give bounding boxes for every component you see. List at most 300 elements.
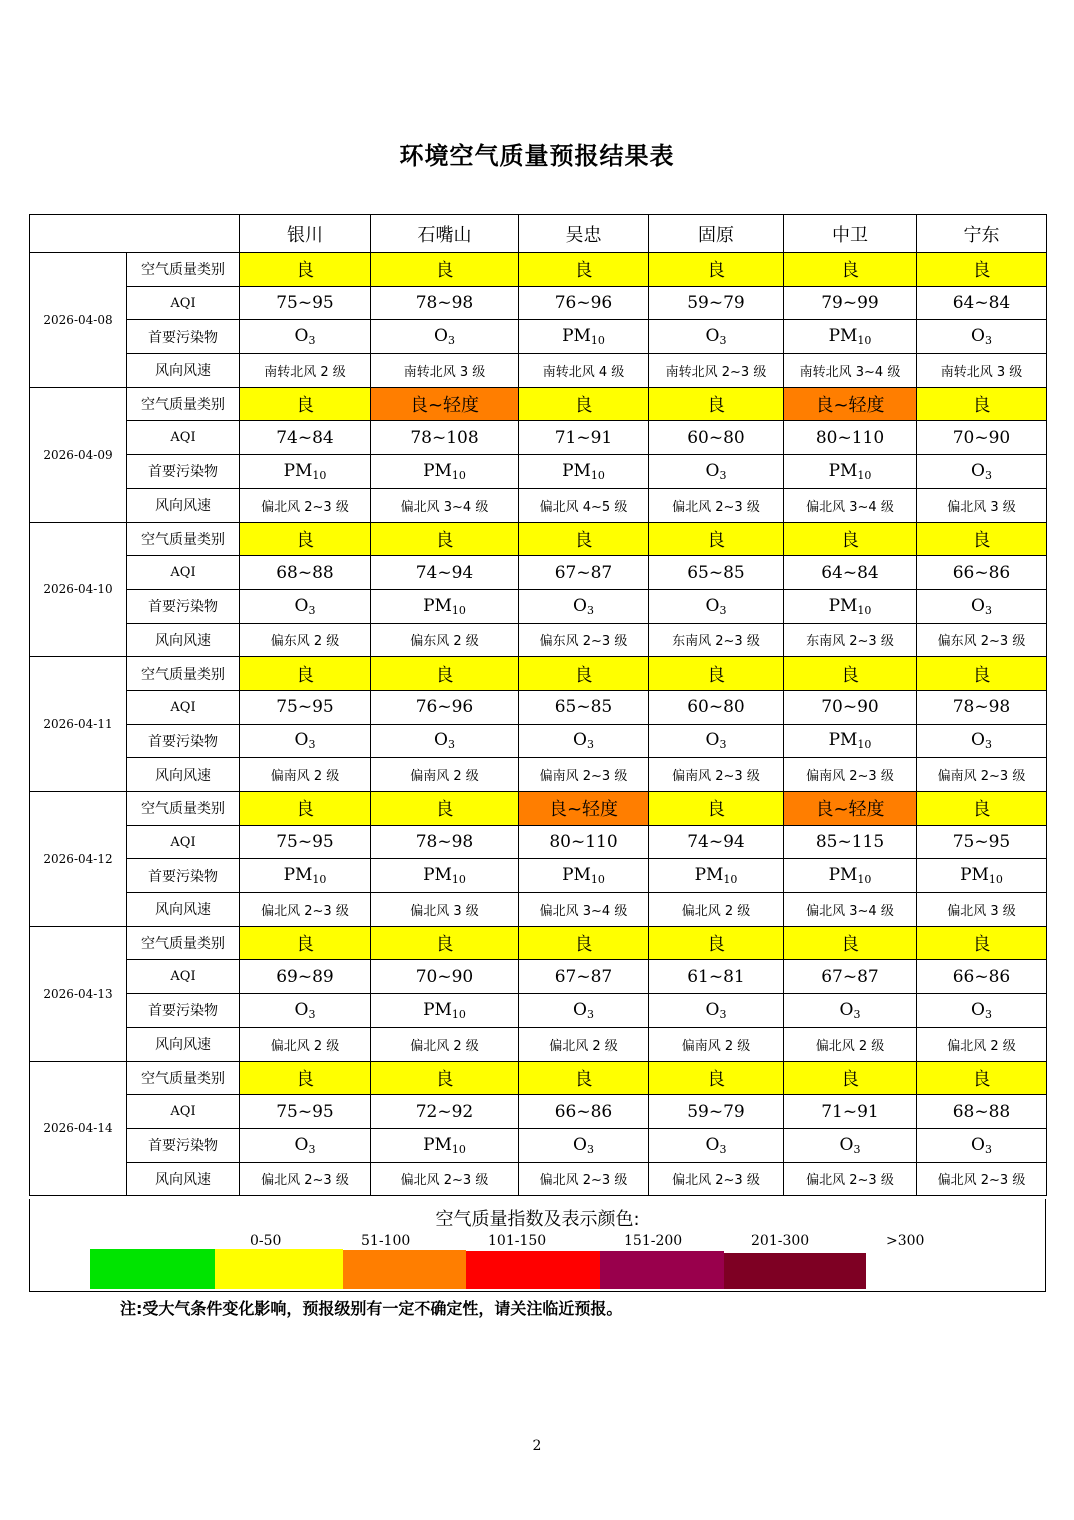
aqi-cell: 66~86	[917, 556, 1047, 590]
row-label-wind: 风向风速	[127, 488, 240, 522]
aqi-cell: 68~88	[917, 1095, 1047, 1129]
wind-cell: 偏南风 2~3 级	[917, 758, 1047, 792]
pollutant-subscript: 10	[451, 468, 466, 482]
aqi-cell: 69~89	[240, 960, 371, 994]
row-label-pollutant: 首要污染物	[127, 589, 240, 623]
aqi-cell: 68~88	[240, 556, 371, 590]
wind-cell: 偏北风 2 级	[784, 1027, 917, 1061]
pollutant-subscript: 3	[853, 1142, 861, 1156]
forecast-table	[29, 214, 1047, 1196]
pollutant-name: O	[705, 730, 720, 751]
category-cell: 良	[240, 387, 371, 421]
category-cell: 良	[240, 657, 371, 691]
pollutant-cell	[784, 589, 917, 623]
category-cell: 良	[649, 253, 784, 287]
row-label-category: 空气质量类别	[127, 387, 240, 421]
wind-cell: 偏东风 2~3 级	[917, 623, 1047, 657]
date-cell: 2026-04-10	[30, 522, 127, 657]
category-cell: 良	[649, 522, 784, 556]
pollutant-name: O	[971, 595, 985, 616]
date-cell: 2026-04-09	[30, 387, 127, 522]
pollutant-subscript: 3	[308, 1142, 316, 1156]
legend-range-label: >300	[886, 1233, 925, 1249]
aqi-cell: 80~110	[519, 825, 649, 859]
legend-swatch-green	[90, 1249, 215, 1289]
category-cell: 良	[784, 1061, 917, 1095]
row-label-pollutant: 首要污染物	[127, 320, 240, 354]
pollutant-cell	[784, 859, 917, 893]
table-row-category	[30, 926, 1047, 960]
legend-swatch-maroon	[724, 1253, 866, 1289]
table-row-category	[30, 792, 1047, 826]
category-cell: 良	[649, 387, 784, 421]
row-label-aqi: AQI	[127, 690, 240, 724]
pollutant-name: O	[434, 730, 448, 751]
table-row-aqi	[30, 825, 1047, 859]
pollutant-subscript: 10	[590, 468, 605, 482]
pollutant-subscript: 3	[984, 1007, 992, 1021]
wind-cell: 偏南风 2~3 级	[519, 758, 649, 792]
wind-cell: 偏北风 2~3 级	[649, 488, 784, 522]
pollutant-subscript: 10	[857, 738, 872, 752]
pollutant-subscript: 10	[590, 873, 605, 887]
pollutant-subscript: 10	[988, 873, 1003, 887]
wind-cell: 偏北风 3~4 级	[784, 893, 917, 927]
category-cell: 良	[917, 522, 1047, 556]
table-row-aqi	[30, 421, 1047, 455]
pollutant-subscript: 3	[308, 738, 316, 752]
aqi-cell: 60~80	[649, 690, 784, 724]
aqi-cell: 76~96	[371, 690, 519, 724]
wind-cell: 偏南风 2 级	[371, 758, 519, 792]
page-title: 环境空气质量预报结果表	[399, 142, 675, 170]
pollutant-name: O	[573, 1134, 587, 1155]
aqi-cell: 76~96	[519, 286, 649, 320]
aqi-cell: 79~99	[784, 286, 917, 320]
pollutant-name: PM	[828, 460, 858, 481]
legend-swatch-purple	[600, 1251, 724, 1289]
aqi-cell: 59~79	[649, 286, 784, 320]
wind-cell: 偏北风 3 级	[917, 893, 1047, 927]
pollutant-cell	[649, 1128, 784, 1162]
date-cell: 2026-04-11	[30, 657, 127, 792]
pollutant-cell	[371, 589, 519, 623]
category-cell: 良	[240, 1061, 371, 1095]
aqi-cell: 75~95	[240, 825, 371, 859]
pollutant-name: PM	[423, 1134, 452, 1155]
table-row-pollutant	[30, 994, 1047, 1028]
wind-cell: 偏东风 2~3 级	[519, 623, 649, 657]
wind-cell: 东南风 2~3 级	[784, 623, 917, 657]
pollutant-cell	[917, 455, 1047, 489]
row-label-aqi: AQI	[127, 286, 240, 320]
pollutant-name: PM	[283, 865, 313, 886]
row-label-aqi: AQI	[127, 825, 240, 859]
wind-cell: 东南风 2~3 级	[649, 623, 784, 657]
table-row-category	[30, 1061, 1047, 1095]
pollutant-cell	[784, 320, 917, 354]
pollutant-name: O	[971, 460, 985, 481]
city-header: 吴忠	[519, 215, 649, 253]
wind-cell: 偏北风 3~4 级	[784, 488, 917, 522]
table-row-wind	[30, 354, 1047, 388]
pollutant-subscript: 3	[447, 334, 455, 348]
pollutant-name: O	[705, 326, 720, 347]
pollutant-cell	[649, 994, 784, 1028]
city-header: 固原	[649, 215, 784, 253]
table-row-wind	[30, 893, 1047, 927]
pollutant-cell	[519, 994, 649, 1028]
pollutant-name: O	[705, 595, 720, 616]
pollutant-cell	[240, 320, 371, 354]
pollutant-cell	[519, 589, 649, 623]
pollutant-subscript: 3	[984, 468, 992, 482]
wind-cell: 南转北风 2~3 级	[649, 354, 784, 388]
pollutant-cell	[371, 994, 519, 1028]
row-label-aqi: AQI	[127, 421, 240, 455]
pollutant-name: O	[971, 999, 985, 1020]
row-label-category: 空气质量类别	[127, 926, 240, 960]
pollutant-name: PM	[960, 865, 989, 886]
table-row-pollutant	[30, 589, 1047, 623]
aqi-cell: 71~91	[519, 421, 649, 455]
aqi-cell: 75~95	[240, 690, 371, 724]
wind-cell: 偏北风 2 级	[240, 1027, 371, 1061]
pollutant-subscript: 3	[586, 1142, 594, 1156]
row-label-pollutant: 首要污染物	[127, 859, 240, 893]
pollutant-cell	[519, 724, 649, 758]
date-cell: 2026-04-12	[30, 792, 127, 927]
city-header: 中卫	[784, 215, 917, 253]
pollutant-cell	[519, 1128, 649, 1162]
row-label-wind: 风向风速	[127, 623, 240, 657]
table-row-pollutant	[30, 455, 1047, 489]
header-row	[30, 215, 1047, 253]
aqi-color-legend	[29, 1199, 1046, 1292]
pollutant-name: O	[971, 730, 985, 751]
pollutant-subscript: 3	[308, 334, 316, 348]
pollutant-cell	[917, 320, 1047, 354]
pollutant-name: O	[294, 730, 309, 751]
wind-cell: 偏北风 2~3 级	[371, 1162, 519, 1196]
aqi-cell: 71~91	[784, 1095, 917, 1129]
pollutant-subscript: 3	[984, 334, 992, 348]
aqi-cell: 59~79	[649, 1095, 784, 1129]
row-label-pollutant: 首要污染物	[127, 724, 240, 758]
category-cell: 良	[371, 1061, 519, 1095]
wind-cell: 偏北风 3 级	[371, 893, 519, 927]
category-cell: 良	[917, 387, 1047, 421]
pollutant-name: O	[971, 1134, 985, 1155]
pollutant-subscript: 3	[719, 334, 727, 348]
table-row-wind	[30, 623, 1047, 657]
category-cell: 良~轻度	[519, 792, 649, 826]
row-label-wind: 风向风速	[127, 1162, 240, 1196]
pollutant-name: PM	[828, 326, 858, 347]
pollutant-cell	[784, 455, 917, 489]
row-label-category: 空气质量类别	[127, 1061, 240, 1095]
pollutant-subscript: 10	[451, 873, 466, 887]
wind-cell: 南转北风 2 级	[240, 354, 371, 388]
row-label-aqi: AQI	[127, 556, 240, 590]
category-cell: 良	[917, 657, 1047, 691]
category-cell: 良	[784, 522, 917, 556]
pollutant-subscript: 10	[857, 603, 872, 617]
category-cell: 良	[371, 522, 519, 556]
category-cell: 良	[240, 522, 371, 556]
wind-cell: 偏北风 2~3 级	[649, 1162, 784, 1196]
pollutant-name: O	[705, 999, 720, 1020]
row-label-aqi: AQI	[127, 960, 240, 994]
pollutant-name: PM	[828, 865, 858, 886]
table-row-aqi	[30, 1095, 1047, 1129]
legend-range-label: 201-300	[751, 1233, 810, 1249]
pollutant-subscript: 10	[857, 873, 872, 887]
pollutant-subscript: 10	[723, 873, 738, 887]
wind-cell: 偏南风 2~3 级	[784, 758, 917, 792]
pollutant-name: O	[573, 595, 587, 616]
wind-cell: 偏北风 3~4 级	[519, 893, 649, 927]
aqi-cell: 75~95	[917, 825, 1047, 859]
pollutant-subscript: 3	[853, 1007, 861, 1021]
pollutant-subscript: 10	[451, 1007, 466, 1021]
pollutant-subscript: 3	[586, 1007, 594, 1021]
aqi-cell: 67~87	[784, 960, 917, 994]
forecast-note: 注:受大气条件变化影响，预报级别有一定不确定性，请关注临近预报。	[120, 1299, 623, 1318]
aqi-cell: 75~95	[240, 1095, 371, 1129]
pollutant-cell	[649, 320, 784, 354]
pollutant-subscript: 10	[451, 603, 466, 617]
pollutant-cell	[371, 320, 519, 354]
category-cell: 良	[649, 926, 784, 960]
row-label-aqi: AQI	[127, 1095, 240, 1129]
aqi-cell: 66~86	[519, 1095, 649, 1129]
row-label-category: 空气质量类别	[127, 253, 240, 287]
table-row-category	[30, 657, 1047, 691]
table-row-aqi	[30, 690, 1047, 724]
pollutant-cell	[784, 724, 917, 758]
table-row-category	[30, 253, 1047, 287]
wind-cell: 南转北风 3~4 级	[784, 354, 917, 388]
table-row-wind	[30, 1162, 1047, 1196]
aqi-cell: 78~108	[371, 421, 519, 455]
category-cell: 良	[917, 792, 1047, 826]
date-cell: 2026-04-08	[30, 253, 127, 388]
pollutant-name: PM	[423, 460, 452, 481]
pollutant-cell	[917, 994, 1047, 1028]
pollutant-name: O	[294, 1134, 309, 1155]
pollutant-cell	[649, 455, 784, 489]
category-cell: 良	[371, 253, 519, 287]
table-row-pollutant	[30, 1128, 1047, 1162]
pollutant-cell	[519, 455, 649, 489]
aqi-cell: 60~80	[649, 421, 784, 455]
row-label-wind: 风向风速	[127, 1027, 240, 1061]
table-row-category	[30, 522, 1047, 556]
category-cell: 良	[240, 926, 371, 960]
wind-cell: 偏北风 2~3 级	[519, 1162, 649, 1196]
category-cell: 良	[649, 792, 784, 826]
row-label-pollutant: 首要污染物	[127, 455, 240, 489]
pollutant-subscript: 3	[719, 1142, 727, 1156]
wind-cell: 偏北风 2~3 级	[240, 1162, 371, 1196]
table-row-aqi	[30, 556, 1047, 590]
pollutant-cell	[519, 859, 649, 893]
pollutant-name: O	[573, 730, 587, 751]
legend-range-label: 101-150	[488, 1233, 547, 1249]
category-cell: 良	[917, 926, 1047, 960]
category-cell: 良	[240, 792, 371, 826]
table-row-aqi	[30, 960, 1047, 994]
pollutant-subscript: 3	[984, 1142, 992, 1156]
wind-cell: 偏北风 2 级	[649, 893, 784, 927]
pollutant-name: O	[839, 999, 854, 1020]
category-cell: 良	[519, 657, 649, 691]
pollutant-name: PM	[423, 865, 452, 886]
category-cell: 良	[519, 387, 649, 421]
category-cell: 良~轻度	[784, 792, 917, 826]
category-cell: 良	[649, 1061, 784, 1095]
category-cell: 良	[371, 657, 519, 691]
aqi-cell: 65~85	[649, 556, 784, 590]
pollutant-subscript: 3	[719, 468, 727, 482]
pollutant-cell	[371, 455, 519, 489]
aqi-cell: 72~92	[371, 1095, 519, 1129]
wind-cell: 南转北风 3 级	[917, 354, 1047, 388]
table-row-pollutant	[30, 859, 1047, 893]
pollutant-cell	[649, 724, 784, 758]
pollutant-subscript: 10	[857, 468, 872, 482]
category-cell: 良~轻度	[784, 387, 917, 421]
pollutant-cell	[917, 859, 1047, 893]
aqi-cell: 75~95	[240, 286, 371, 320]
wind-cell: 南转北风 4 级	[519, 354, 649, 388]
category-cell: 良	[784, 253, 917, 287]
pollutant-name: PM	[562, 460, 591, 481]
row-label-category: 空气质量类别	[127, 657, 240, 691]
pollutant-name: O	[294, 326, 309, 347]
category-cell: 良	[649, 657, 784, 691]
pollutant-name: O	[294, 595, 309, 616]
date-cell: 2026-04-14	[30, 1061, 127, 1196]
pollutant-subscript: 10	[451, 1142, 466, 1156]
city-header: 宁东	[917, 215, 1047, 253]
wind-cell: 偏北风 2 级	[519, 1027, 649, 1061]
header-blank-cell	[30, 215, 240, 253]
wind-cell: 偏北风 3 级	[917, 488, 1047, 522]
category-cell: 良	[784, 657, 917, 691]
aqi-cell: 66~86	[917, 960, 1047, 994]
aqi-cell: 70~90	[371, 960, 519, 994]
pollutant-subscript: 3	[586, 738, 594, 752]
aqi-cell: 74~94	[649, 825, 784, 859]
pollutant-name: O	[971, 326, 985, 347]
pollutant-name: PM	[423, 999, 452, 1020]
category-cell: 良	[519, 522, 649, 556]
pollutant-cell	[784, 1128, 917, 1162]
pollutant-cell	[917, 1128, 1047, 1162]
pollutant-cell	[240, 455, 371, 489]
aqi-cell: 70~90	[784, 690, 917, 724]
row-label-wind: 风向风速	[127, 758, 240, 792]
pollutant-subscript: 3	[719, 738, 727, 752]
wind-cell: 南转北风 3 级	[371, 354, 519, 388]
pollutant-name: PM	[562, 865, 591, 886]
pollutant-name: O	[573, 999, 587, 1020]
pollutant-name: O	[705, 1134, 720, 1155]
date-cell: 2026-04-13	[30, 926, 127, 1061]
category-cell: 良	[519, 1061, 649, 1095]
aqi-cell: 67~87	[519, 556, 649, 590]
category-cell: 良~轻度	[371, 387, 519, 421]
wind-cell: 偏北风 2~3 级	[240, 488, 371, 522]
pollutant-subscript: 10	[590, 334, 605, 348]
pollutant-cell	[240, 994, 371, 1028]
pollutant-name: PM	[283, 460, 313, 481]
legend-swatch-orange	[343, 1250, 466, 1289]
city-header: 石嘴山	[371, 215, 519, 253]
aqi-cell: 78~98	[371, 286, 519, 320]
legend-swatch-red	[466, 1251, 600, 1289]
pollutant-subscript: 3	[984, 603, 992, 617]
wind-cell: 偏东风 2 级	[371, 623, 519, 657]
pollutant-name: O	[705, 460, 720, 481]
pollutant-name: O	[434, 326, 448, 347]
table-row-pollutant	[30, 320, 1047, 354]
pollutant-subscript: 3	[719, 603, 727, 617]
wind-cell: 偏北风 2 级	[371, 1027, 519, 1061]
row-label-category: 空气质量类别	[127, 792, 240, 826]
city-header: 银川	[240, 215, 371, 253]
legend-range-label: 0-50	[250, 1233, 282, 1249]
legend-swatch-yellow	[215, 1249, 343, 1289]
pollutant-cell	[649, 859, 784, 893]
legend-title: 空气质量指数及表示颜色:	[435, 1209, 640, 1230]
pollutant-cell	[784, 994, 917, 1028]
row-label-wind: 风向风速	[127, 893, 240, 927]
pollutant-subscript: 3	[308, 603, 316, 617]
pollutant-cell	[371, 859, 519, 893]
pollutant-cell	[917, 724, 1047, 758]
table-row-wind	[30, 1027, 1047, 1061]
pollutant-subscript: 10	[312, 468, 327, 482]
aqi-cell: 85~115	[784, 825, 917, 859]
wind-cell: 偏北风 3~4 级	[371, 488, 519, 522]
category-cell: 良	[519, 253, 649, 287]
wind-cell: 偏北风 2~3 级	[784, 1162, 917, 1196]
pollutant-subscript: 3	[586, 603, 594, 617]
table-row-wind	[30, 758, 1047, 792]
category-cell: 良	[240, 253, 371, 287]
pollutant-name: PM	[828, 595, 858, 616]
wind-cell: 偏北风 2~3 级	[917, 1162, 1047, 1196]
pollutant-name: PM	[828, 730, 858, 751]
pollutant-cell	[240, 1128, 371, 1162]
pollutant-cell	[240, 589, 371, 623]
category-cell: 良	[917, 1061, 1047, 1095]
wind-cell: 偏南风 2 级	[240, 758, 371, 792]
aqi-cell: 64~84	[784, 556, 917, 590]
pollutant-subscript: 3	[984, 738, 992, 752]
pollutant-cell	[240, 724, 371, 758]
table-row-category	[30, 387, 1047, 421]
pollutant-name: PM	[562, 326, 591, 347]
pollutant-cell	[519, 320, 649, 354]
pollutant-cell	[371, 724, 519, 758]
pollutant-subscript: 3	[719, 1007, 727, 1021]
wind-cell: 偏北风 2 级	[917, 1027, 1047, 1061]
category-cell: 良	[371, 792, 519, 826]
